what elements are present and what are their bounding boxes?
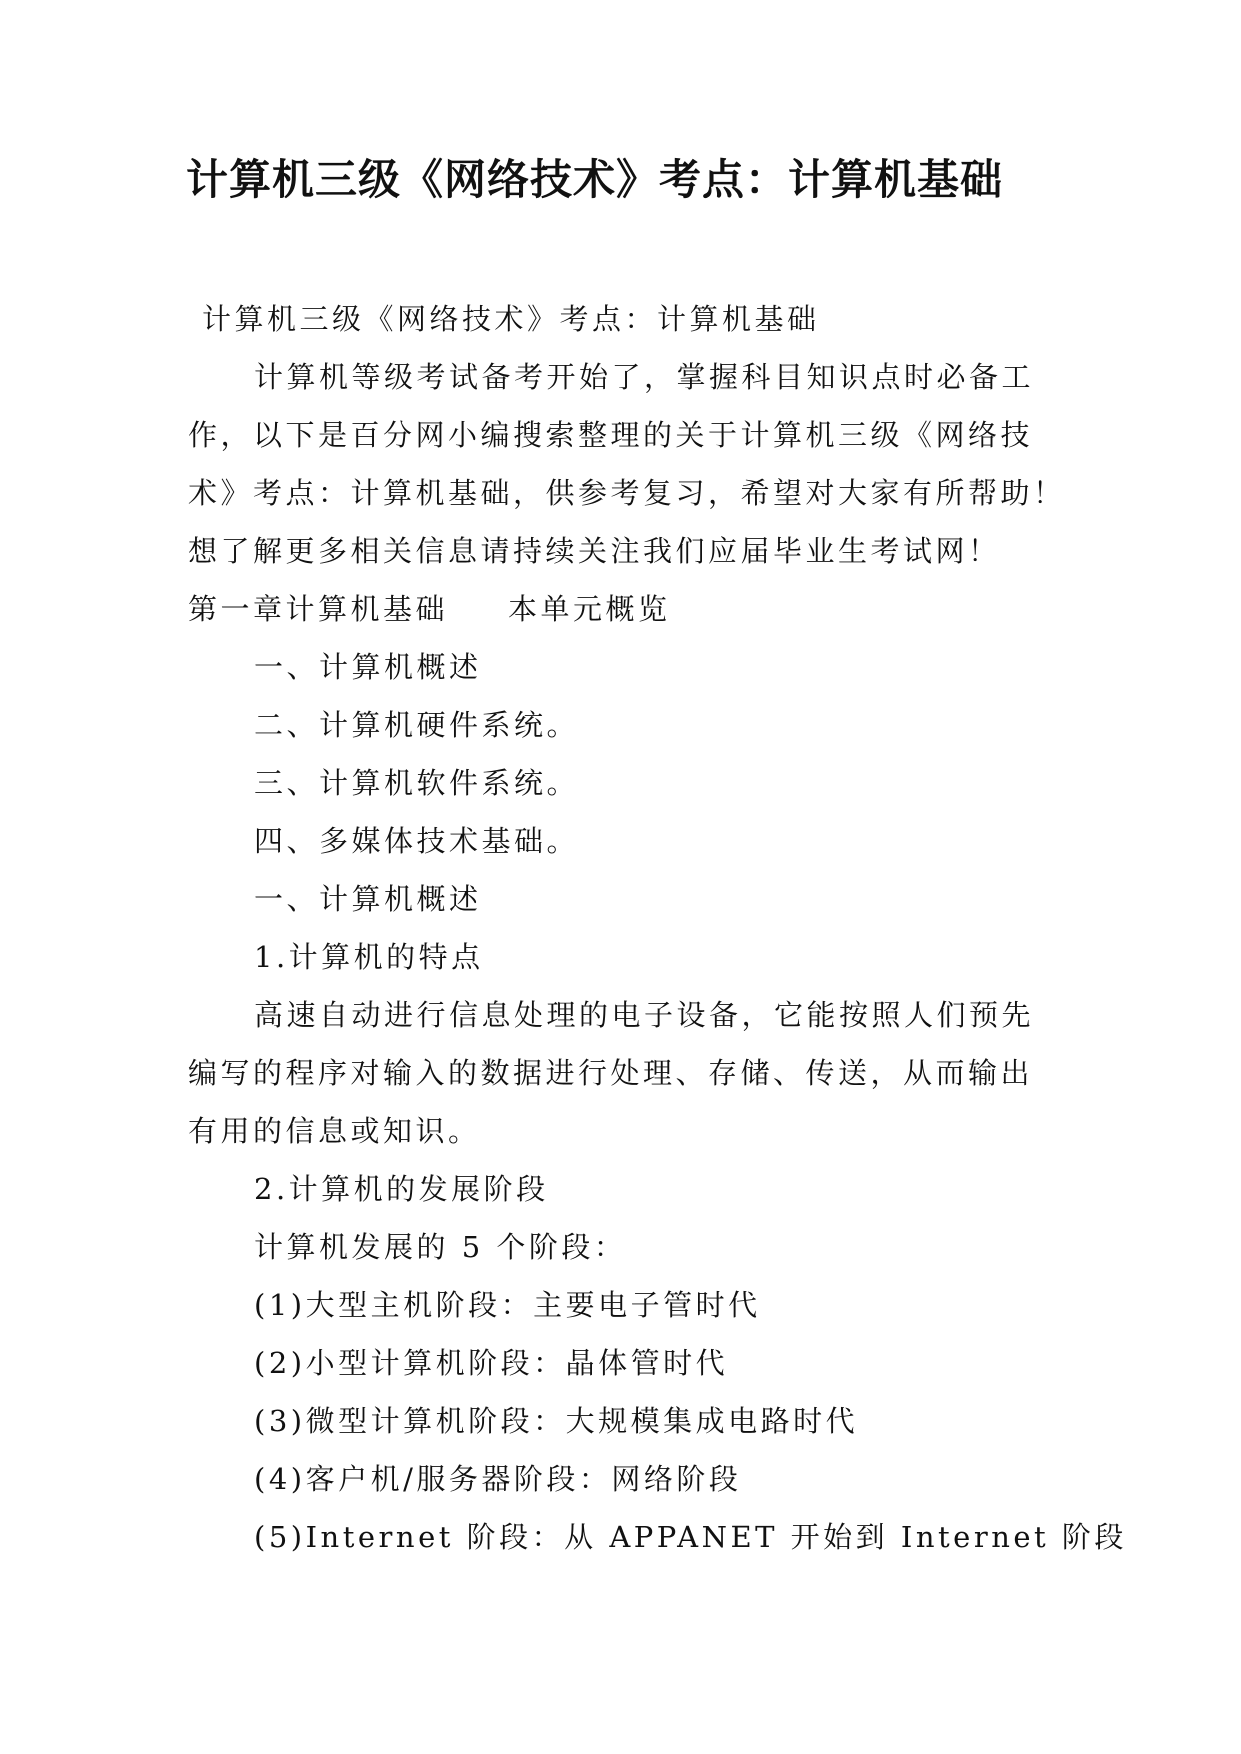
chapter-heading [188,580,1058,638]
list-item: (5)Internet 阶段：从 APPANET 开始到 Internet 阶段 [254,1520,1127,1554]
intro-line: 想了解更多相关信息请持续关注我们应届毕业生考试网！ [188,534,1001,568]
subtitle-line: 计算机三级《网络技术》考点：计算机基础 [202,302,820,336]
subsection-heading: 2.计算机的发展阶段 [254,1172,549,1206]
chapter-overview-label: 本单元概览 [508,592,671,626]
paragraph-line: 计算机发展的 5 个阶段： [254,1230,627,1264]
list-item: (3)微型计算机阶段：大规模集成电路时代 [254,1404,859,1438]
list-item: (1)大型主机阶段：主要电子管时代 [254,1288,761,1322]
intro-line: 术》考点：计算机基础，供参考复习，希望对大家有所帮助！ [188,476,1066,510]
document-body [188,290,1127,1566]
document-title: 计算机三级《网络技术》考点：计算机基础 [186,155,1004,204]
paragraph-line: 有用的信息或知识。 [188,1114,481,1148]
subsection-heading: 1.计算机的特点 [254,940,484,974]
outline-item: 二、计算机硬件系统。 [254,708,580,742]
intro-line: 作，以下是百分网小编搜索整理的关于计算机三级《网络技 [188,418,1034,452]
intro-line: 计算机等级考试备考开始了，掌握科目知识点时必备工 [254,360,1035,394]
chapter-title: 第一章计算机基础 [188,592,449,626]
outline-item: 四、多媒体技术基础。 [254,824,580,858]
section-heading: 一、计算机概述 [254,882,482,916]
list-item: (2)小型计算机阶段：晶体管时代 [254,1346,729,1380]
paragraph-line: 编写的程序对输入的数据进行处理、存储、传送，从而输出 [188,1056,1034,1090]
outline-item: 三、计算机软件系统。 [254,766,580,800]
outline-item: 一、计算机概述 [254,650,482,684]
list-item: (4)客户机/服务器阶段：网络阶段 [254,1462,742,1496]
paragraph-line: 高速自动进行信息处理的电子设备，它能按照人们预先 [254,998,1035,1032]
